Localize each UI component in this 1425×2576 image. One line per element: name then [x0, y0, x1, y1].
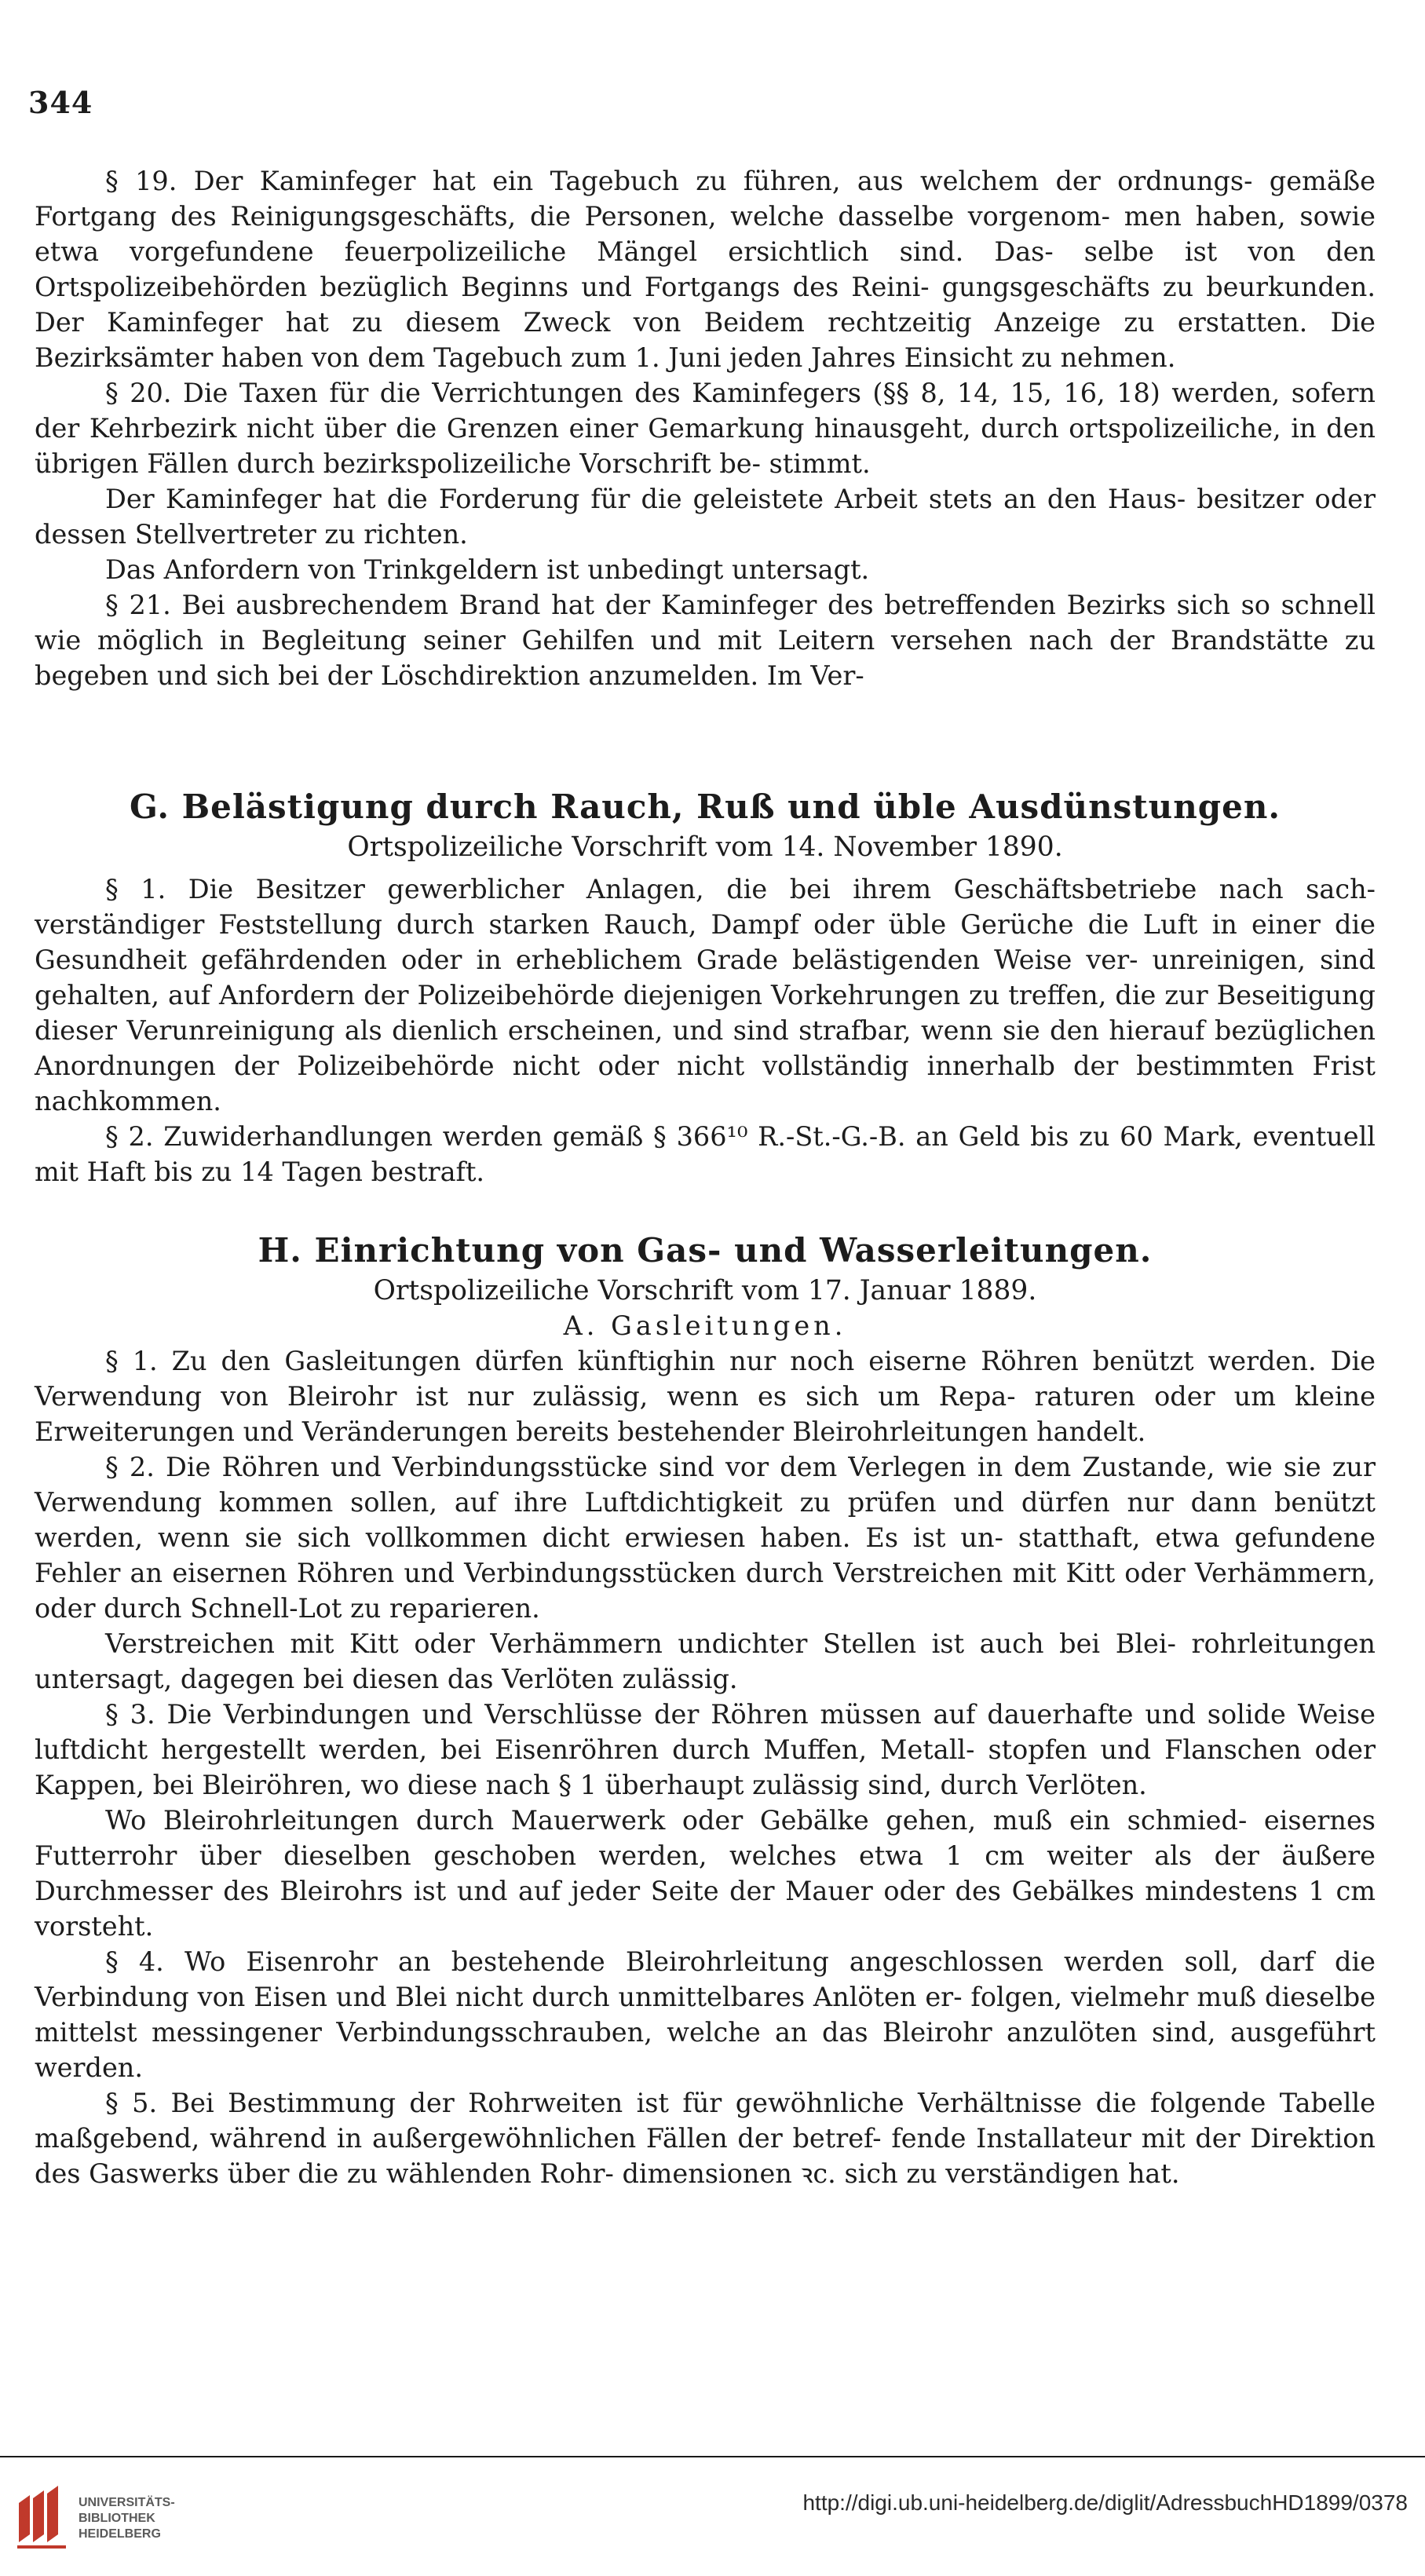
- paragraph: Das Anfordern von Trinkgeldern ist unbedingt untersagt.: [105, 554, 870, 585]
- logo-line: BIBLIOTHEK: [79, 2512, 155, 2525]
- paragraph: § 4. Wo Eisenrohr an bestehende Bleirohrleitung angeschlossen werden soll, darf die Verbindung von Eisen und Blei nicht durch unmittelbares Anlöten er- folgen, vielmehr muß dieselbe mittelst messingener Verbindungsschrauben, welche an das Bleirohr anzulöten sind, ausgeführt werden.: [35, 1946, 1376, 2083]
- page-number: 344: [28, 85, 93, 120]
- paragraph: § 3. Die Verbindungen und Verschlüsse der Röhren müssen auf dauerhafte und solide Weise luftdicht hergestellt werden, bei Eisenröhren durch Muffen, Metall- stopfen und Flanschen oder Kappen, bei Bleiröhren, wo diese nach § 1 überhaupt zulässig sind, durch Verlöten.: [35, 1699, 1376, 1800]
- paragraph: Wo Bleirohrleitungen durch Mauerwerk oder Gebälke gehen, muß ein schmied- eisernes Futterrohr über dieselben geschoben werden, welches etwa 1 cm weiter als der äußere Durchmesser des Bleirohrs ist und auf jeder Seite der Mauer oder des Gebälkes mindestens 1 cm vorsteht.: [35, 1805, 1376, 1942]
- paragraph: § 2. Zuwiderhandlungen werden gemäß § 366¹⁰ R.-St.-G.-B. an Geld bis zu 60 Mark, eventuell mit Haft bis zu 14 Tagen bestraft.: [35, 1121, 1376, 1187]
- paragraph: § 2. Die Röhren und Verbindungsstücke sind vor dem Verlegen in dem Zustande, wie sie zur Verwendung kommen sollen, auf ihre Luftdichtigkeit zu prüfen und dürfen nur dann benützt werden, wenn sie sich vollkommen dicht erwiesen haben. Es ist un- statthaft, etwa gefundene Fehler an eisernen Röhren und Verbindungsstücken durch Verstreichen mit Kitt oder Verhämmern, oder durch Schnell-Lot zu reparieren.: [35, 1452, 1376, 1624]
- section-g: [35, 785, 1376, 1189]
- section-heading: G. Belästigung durch Rauch, Ruß und üble Ausdünstungen.: [130, 787, 1281, 826]
- source-url-link[interactable]: http://digi.ub.uni-heidelberg.de/diglit/AdressbuchHD1899/0378: [802, 2490, 1408, 2515]
- paragraph: § 5. Bei Bestimmung der Rohrweiten ist für gewöhnliche Verhältnisse die folgende Tabelle maßgebend, während in außergewöhnlichen Fällen der betref- fende Installateur mit der Direktion des Gaswerks über die zu wählenden Rohr- dimensionen ꝛc. sich zu verständigen hat.: [35, 2088, 1376, 2189]
- section-subheading: Ortspolizeiliche Vorschrift vom 14. November 1890.: [347, 831, 1063, 863]
- logo-line: HEIDELBERG: [79, 2527, 161, 2541]
- paragraph: Der Kaminfeger hat die Forderung für die geleistete Arbeit stets an den Haus- besitzer oder dessen Stellvertreter zu richten.: [35, 484, 1376, 550]
- library-logo: [14, 2473, 203, 2556]
- paragraph: § 1. Die Besitzer gewerblicher Anlagen, die bei ihrem Geschäftsbetriebe nach sach- verständiger Feststellung durch starken Rauch, Dampf oder üble Gerüche die Luft in einer die Gesundheit gefährdenden oder in erheblichem Grade belästigenden Weise ver- unreinigen, sind gehalten, auf Anfordern der Polizeibehörde diejenigen Vorkehrungen zu treffen, die zur Beseitigung dieser Verunreinigung als dienlich erscheinen, und sind strafbar, wenn sie den hierauf bezüglichen Anordnungen der Polizeibehörde nicht oder nicht vollständig innerhalb der bestimmten Frist nachkommen.: [35, 874, 1376, 1116]
- top-section: [35, 163, 1376, 768]
- paragraph: § 20. Die Taxen für die Verrichtungen des Kaminfegers (§§ 8, 14, 15, 16, 18) werden, sofern der Kehrbezirk nicht über die Grenzen einer Gemarkung hinausgeht, durch ortspolizeiliche, in den übrigen Fällen durch bezirkspolizeiliche Vorschrift be- stimmt.: [35, 378, 1376, 479]
- paragraph: § 21. Bei ausbrechendem Brand hat der Kaminfeger des betreffenden Bezirks sich so schnell wie möglich in Begleitung seiner Gehilfen und mit Leitern versehen nach der Brandstätte zu begeben und sich bei der Löschdirektion anzumelden. Im Ver-: [35, 590, 1376, 691]
- section-subheading: Ortspolizeiliche Vorschrift vom 17. Januar 1889.: [373, 1275, 1037, 1306]
- paragraph: § 1. Zu den Gasleitungen dürfen künftighin nur noch eiserne Röhren benützt werden. Die Verwendung von Bleirohr ist nur zulässig, wenn es sich um Repa- raturen oder um kleine Erweiterungen und Veränderungen bereits bestehender Bleirohrleitungen handelt.: [35, 1346, 1376, 1447]
- subsection-title: A. Gasleitungen.: [563, 1310, 847, 1341]
- footer-divider: [0, 2456, 1425, 2457]
- library-logo-text: [79, 2495, 175, 2542]
- logo-line: UNIVERSITÄTS-: [79, 2496, 175, 2509]
- section-heading: H. Einrichtung von Gas- und Wasserleitungen.: [258, 1231, 1153, 1270]
- section-h: [35, 1229, 1376, 2191]
- paragraph: § 19. Der Kaminfeger hat ein Tagebuch zu führen, aus welchem der ordnungs- gemäße Fortgang des Reinigungsgeschäfts, die Personen, welche dasselbe vorgenom- men haben, sowie etwa vorgefundene feuerpolizeiliche Mängel ersichtlich sind. Das- selbe ist von den Ortspolizeibehörden bezüglich Beginns und Fortgangs des Reini- gungsgeschäfts zu beurkunden. Der Kaminfeger hat zu diesem Zweck von Beidem rechtzeitig Anzeige zu erstatten. Die Bezirksämter haben von dem Tagebuch zum 1. Juni jeden Jahres Einsicht zu nehmen.: [35, 166, 1376, 373]
- library-logo-icon: [14, 2479, 71, 2550]
- paragraph: Verstreichen mit Kitt oder Verhämmern undichter Stellen ist auch bei Blei- rohrleitungen untersagt, dagegen bei diesen das Verlöten zulässig.: [35, 1628, 1376, 1694]
